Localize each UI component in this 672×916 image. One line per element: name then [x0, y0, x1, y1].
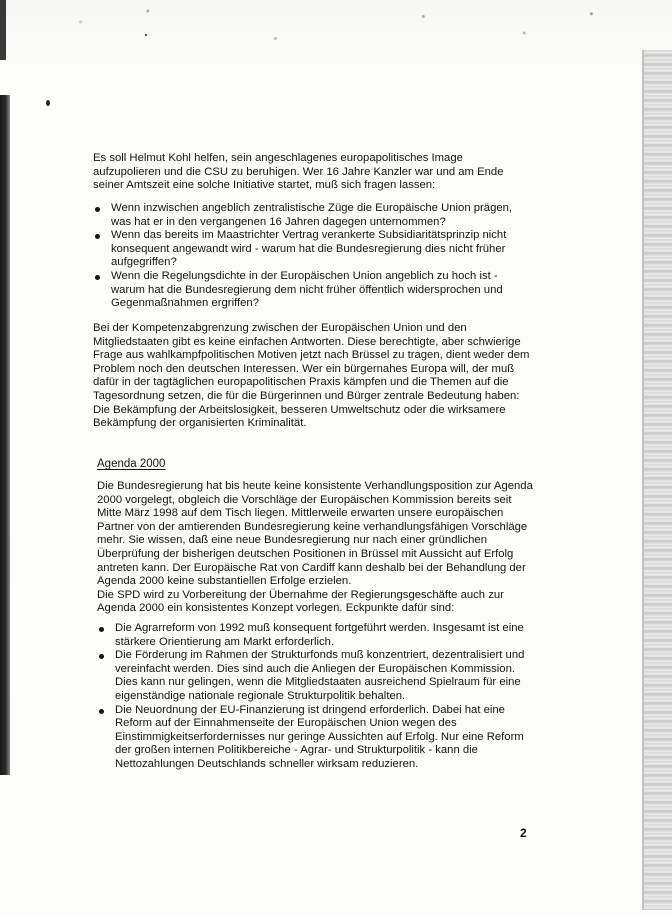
text-line: mehr. Sie wissen, daß eine neue Bundesregierung nur nach einer gründlichen [97, 534, 487, 547]
text-line: aufzupolieren und die CSU zu beruhigen. Wer 16 Jahre Kanzler war und am Ende [93, 165, 504, 178]
list-item [93, 202, 533, 229]
text-line: Die Bundesregierung hat bis heute keine konsistente Verhandlungsposition zur Agenda [97, 480, 533, 492]
text-line: aufgegriffen? [111, 256, 177, 269]
bullet-icon [99, 654, 104, 659]
text-line: warum hat die Bundesregierung dem nicht früher öffentlich widersprochen und [111, 283, 503, 296]
scan-noise [0, 0, 672, 55]
text-line: Bei der Kompetenzabgrenzung zwischen der Europäischen Union und den [93, 322, 467, 334]
text-line: stärkere Orientierung am Markt erforderlich. [115, 635, 335, 648]
text-line: Dies kann nur gelingen, wenn die Mitgliedstaaten ausreichend Spielraum für eine [115, 676, 521, 689]
page-number: 2 [520, 826, 527, 840]
agenda-paragraph [97, 480, 533, 616]
text-line: Die Agrarreform von 1992 muß konsequent fortgeführt werden. Insgesamt ist eine [115, 622, 524, 634]
text-line: Partner von der amtierenden Bundesregierung keine verhandlungsfähigen Vorschläge [97, 520, 528, 533]
questions-list [93, 202, 533, 311]
text-line: 2000 vorgelegt, obgleich die Vorschläge der Europäischen Kommission bereits seit [97, 493, 512, 506]
text-line: konsequent angewandt wird - warum hat die Bundesregierung dies nicht früher [111, 242, 506, 255]
text-line: Agenda 2000 ein konsistentes Konzept vorlegen. Eckpunkte dafür sind: [97, 602, 455, 615]
text-line: Tagesordnung setzen, die für die Bürgerinnen und Bürger zentrale Bedeutung haben: [93, 389, 520, 402]
text-line: Die Förderung im Rahmen der Strukturfonds muß konzentriert, dezentralisiert und [115, 649, 525, 662]
bullet-icon [95, 275, 100, 280]
list-item [97, 704, 537, 772]
text-line: Reform auf der Einnahmenseite der Europäischen Union wegen des [115, 717, 457, 730]
text-line: Wenn inzwischen angeblich zentralistische Züge die Europäische Union prägen, [111, 202, 513, 214]
text-line: Die Neuordnung der EU-Finanzierung ist dringend erforderlich. Dabei hat eine [115, 703, 505, 716]
text-line: Einstimmigkeitserfordernisses nur geringe Aussichten auf Erfolg. Nur eine Reform [115, 730, 524, 743]
text-line: Wenn das bereits im Maastrichter Vertrag verankerte Subsidiaritätsprinzip nicht [111, 229, 507, 242]
text-line: Mitte März 1998 auf dem Tisch liegen. Mittlerweile erwarten unsere europäischen [97, 507, 504, 520]
text-line: seiner Amtszeit eine solche Initiative startet, muß sich fragen lassen: [93, 179, 436, 192]
text-line: Nettozahlungen Deutschlands schneller wirksam reduzieren. [115, 757, 419, 770]
text-line: Die Bekämpfung der Arbeitslosigkeit, besseren Umweltschutz oder die wirksamere [93, 403, 506, 416]
scan-edge-top-left [0, 0, 6, 60]
text-line: Die SPD wird zu Vorbereitung der Übernahme der Regierungsgeschäfte auch zur [97, 588, 504, 601]
list-item [93, 229, 533, 270]
text-line: antreten kann. Der Europäische Rat von Cardiff kann deshalb bei der Behandlung der [97, 561, 526, 574]
scan-speck [145, 34, 147, 36]
text-line: Mitgliedstaaten gibt es keine einfachen Antworten. Diese berechtigte, aber schwierige [93, 335, 521, 348]
points-list [97, 622, 537, 772]
bullet-icon [95, 207, 100, 212]
text-line: Gegenmaßnahmen ergriffen? [111, 297, 259, 310]
text-line: dafür in der tagtäglichen europapolitischen Praxis kämpfen und die Themen auf die [93, 376, 509, 389]
intro-paragraph [93, 152, 525, 193]
bullet-icon [95, 234, 100, 239]
text-line: eigenständige nationale regionale Strukturpolitik behalten. [115, 689, 406, 702]
list-item [97, 649, 537, 703]
bullet-icon [99, 709, 104, 714]
text-line: Überprüfung der bisherigen deutschen Positionen in Brüssel mit Aussicht auf Erfolg [97, 547, 514, 560]
scan-edge-right-line [642, 50, 644, 910]
section-heading: Agenda 2000 [97, 458, 166, 470]
bullet-icon [99, 627, 104, 632]
competence-paragraph [93, 322, 530, 431]
list-item [97, 622, 537, 649]
text-line: Problem noch den deutschen Interessen. Wer ein bürgernahes Europa will, der muß [93, 362, 515, 375]
scan-edge-left [0, 95, 10, 775]
scan-speck [46, 100, 50, 106]
text-line: was hat er in den vergangenen 16 Jahren dagegen unternommen? [111, 215, 446, 228]
text-line: Es soll Helmut Kohl helfen, sein angeschlagenes europapolitisches Image [93, 152, 463, 164]
text-line: vereinfacht werden. Dies sind auch die Anliegen der Europäischen Kommission. [115, 662, 516, 675]
scan-edge-right [644, 50, 672, 910]
list-item [93, 270, 533, 311]
text-line: Agenda 2000 keine substantiellen Erfolge erzielen. [97, 575, 352, 588]
text-line: der großen internen Politikbereiche - Agrar- und Strukturpolitik - kann die [115, 744, 478, 757]
text-line: Bekämpfung der organisierten Kriminalität. [93, 417, 307, 430]
text-line: Frage aus wahlkampfpolitischen Motiven jetzt nach Brüssel zu tragen, dient weder dem [93, 349, 530, 362]
text-line: Wenn die Regelungsdichte in der Europäischen Union angeblich zu hoch ist - [111, 269, 498, 282]
